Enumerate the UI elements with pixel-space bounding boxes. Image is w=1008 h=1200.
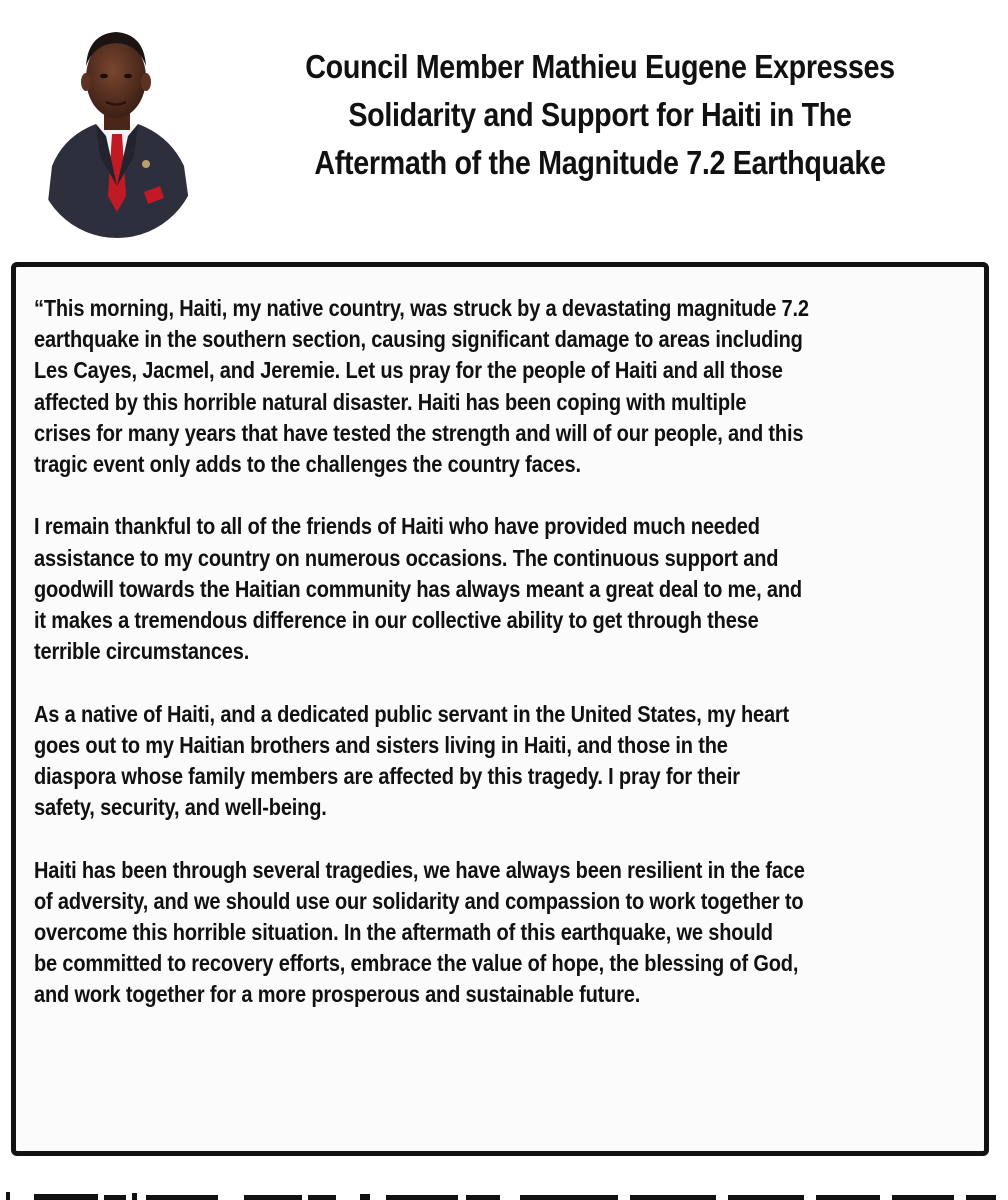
statement-line: Haiti has been through several tragedies, we have always been resilient in the face	[34, 856, 805, 883]
statement-line: affected by this horrible natural disaster. Haiti has been coping with multiple	[34, 388, 747, 415]
header	[0, 0, 1008, 250]
statement-line: As a native of Haiti, and a dedicated public servant in the United States, my heart	[34, 700, 790, 727]
headline-line-3: Aftermath of the Magnitude 7.2 Earthquake	[314, 144, 886, 181]
statement-line: safety, security, and well-being.	[34, 794, 327, 821]
statement-line: it makes a tremendous difference in our collective ability to get through these	[34, 607, 759, 634]
statement-line: Les Cayes, Jacmel, and Jeremie. Let us pray for the people of Haiti and all those	[34, 357, 783, 384]
statement-box	[11, 262, 989, 1156]
statement-line: be committed to recovery efforts, embrace the value of hope, the blessing of God,	[34, 950, 799, 977]
statement-line: overcome this horrible situation. In the aftermath of this earthquake, we should	[34, 919, 773, 946]
statement-line: of adversity, and we should use our solidarity and compassion to work together to	[34, 887, 804, 914]
statement-line: goodwill towards the Haitian community has always meant a great deal to me, and	[34, 575, 802, 602]
headline-line-1: Council Member Mathieu Eugene Expresses	[305, 48, 895, 85]
portrait-photo	[34, 16, 200, 238]
statement-paragraph-2	[34, 511, 977, 667]
statement-line: earthquake in the southern section, causing significant damage to areas including	[34, 326, 803, 353]
statement-paragraph-3	[34, 699, 977, 824]
cropped-text-remnant	[0, 1190, 1008, 1200]
statement-line: tragic event only adds to the challenges the country faces.	[34, 451, 581, 478]
statement-line: diaspora whose family members are affected by this tragedy. I pray for their	[34, 763, 740, 790]
headline	[265, 43, 935, 187]
statement-text	[34, 293, 977, 1042]
statement-paragraph-1	[34, 293, 977, 480]
statement-line: “This morning, Haiti, my native country, was struck by a devastating magnitude 7.2	[34, 295, 809, 321]
statement-line: and work together for a more prosperous and sustainable future.	[34, 981, 641, 1008]
statement-line: I remain thankful to all of the friends of Haiti who have provided much needed	[34, 513, 760, 540]
statement-paragraph-4	[34, 855, 977, 1011]
statement-line: assistance to my country on numerous occasions. The continuous support and	[34, 544, 779, 571]
statement-line: terrible circumstances.	[34, 638, 250, 665]
statement-line: goes out to my Haitian brothers and sisters living in Haiti, and those in the	[34, 731, 728, 758]
headline-line-2: Solidarity and Support for Haiti in The	[348, 96, 852, 133]
statement-line: crises for many years that have tested the strength and will of our people, and this	[34, 419, 804, 446]
